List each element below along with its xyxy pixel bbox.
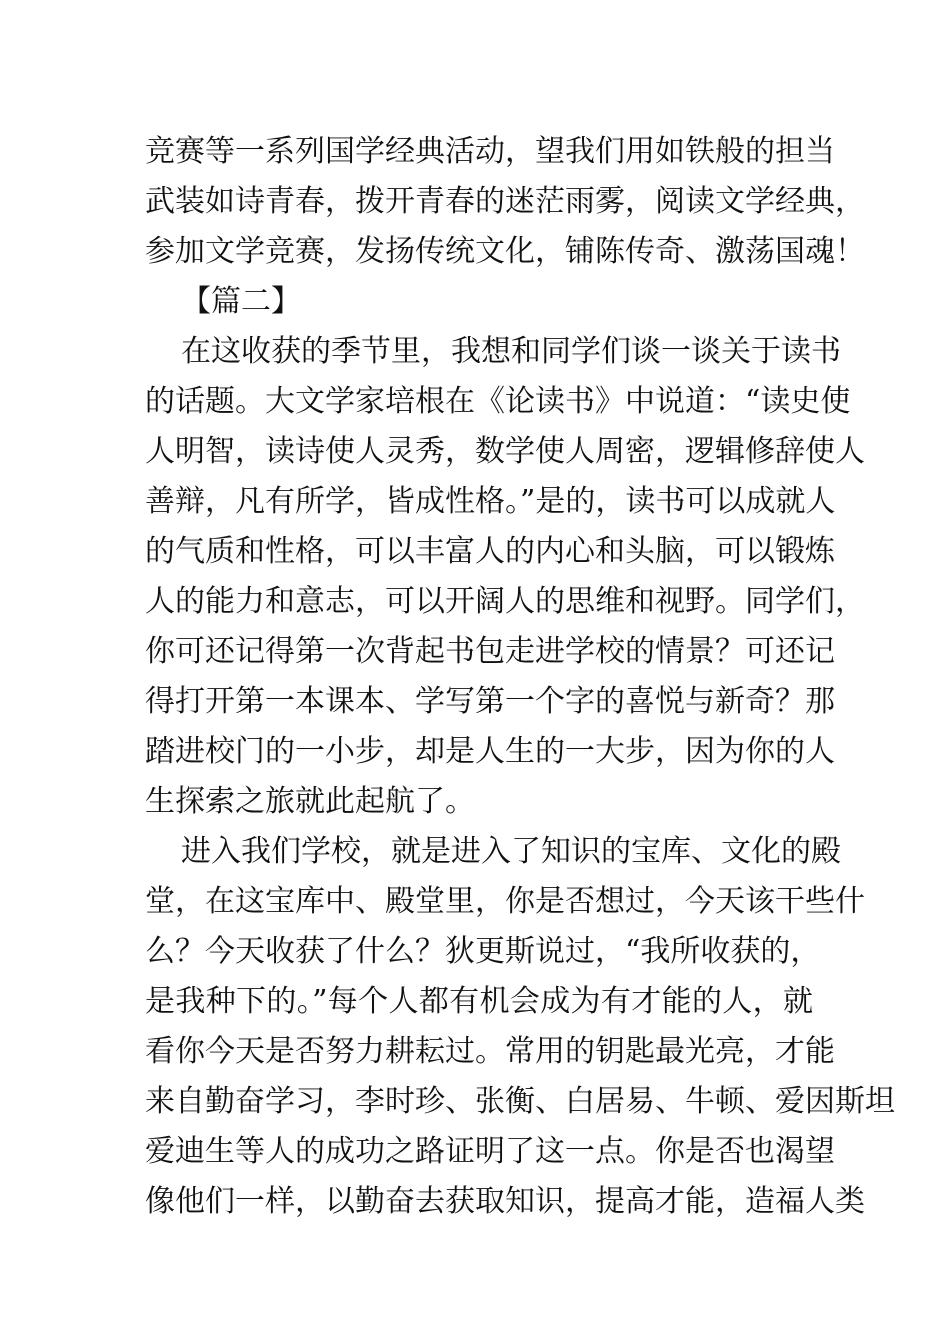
body-text (145, 127, 895, 1227)
text-line: 看你今天是否努力耕耘过。常用的钥匙最光亮，才能 (145, 1034, 835, 1069)
text-line: 人明智，读诗使人灵秀，数学使人周密，逻辑修辞使人 (145, 434, 865, 469)
text-line: 生探索之旅就此起航了。 (145, 784, 475, 819)
text-line: 踏进校门的一小步，却是人生的一大步，因为你的人 (145, 734, 835, 769)
text-line: 武装如诗青春，拨开青春的迷茫雨雾，阅读文学经典， (145, 184, 865, 219)
text-line: 是我种下的。”每个人都有机会成为有才能的人，就 (145, 984, 813, 1019)
text-line: 竞赛等一系列国学经典活动，望我们用如铁般的担当 (145, 134, 835, 169)
text-line: 得打开第一本课本、学写第一个字的喜悦与新奇？那 (145, 684, 835, 719)
text-line: 人的能力和意志，可以开阔人的思维和视野。同学们， (145, 584, 865, 619)
text-line: 在这收获的季节里，我想和同学们谈一谈关于读书 (181, 334, 841, 369)
text-line: 参加文学竞赛，发扬传统文化，铺陈传奇、激荡国魂！ (145, 234, 865, 269)
text-line: 么？今天收获了什么？狄更斯说过，“我所收获的， (145, 934, 821, 969)
text-line: 的气质和性格，可以丰富人的内心和头脑，可以锻炼 (145, 534, 835, 569)
text-line: 善辩，凡有所学，皆成性格。”是的，读书可以成就人 (145, 484, 836, 519)
text-line: 像他们一样，以勤奋去获取知识，提高才能，造福人类 (145, 1184, 865, 1219)
text-line: 爱迪生等人的成功之路证明了这一点。你是否也渴望 (145, 1134, 835, 1169)
text-line: 的话题。大文学家培根在《论读书》中说道：“读史使 (145, 384, 851, 419)
text-line: 进入我们学校，就是进入了知识的宝库、文化的殿 (181, 834, 841, 869)
text-line: 来自勤奋学习，李时珍、张衡、白居易、牛顿、爱因斯坦 (145, 1084, 895, 1119)
section-heading: 【篇二】 (181, 284, 301, 319)
text-line: 堂，在这宝库中、殿堂里，你是否想过，今天该干些什 (145, 884, 865, 919)
text-line: 你可还记得第一次背起书包走进学校的情景？可还记 (145, 634, 835, 669)
